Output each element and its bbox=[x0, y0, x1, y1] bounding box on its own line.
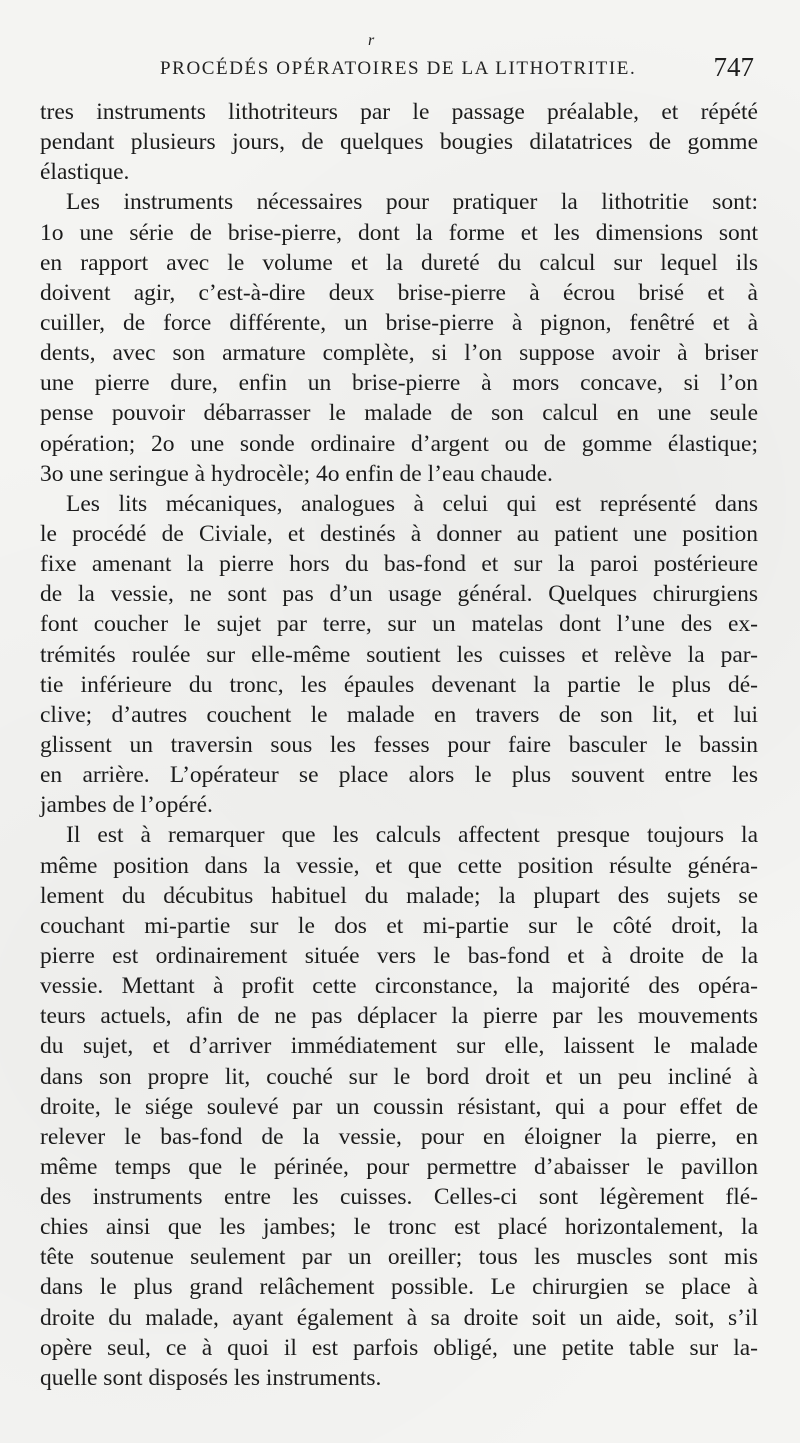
text-line: 3o une seringue à hydrocèle; 4o enfin de l’eau chaude. bbox=[40, 460, 553, 487]
page-header bbox=[0, 32, 800, 90]
text-line: doivent agir, c’est-à-dire deux brise-pierre à écrou brisé et à bbox=[40, 279, 758, 306]
text-line: dans son propre lit, couché sur le bord droit et un peu incliné à bbox=[40, 1063, 758, 1090]
text-line: couchant mi-partie sur le dos et mi-partie sur le côté droit, la bbox=[40, 912, 758, 939]
text-line: en rapport avec le volume et la dureté du calcul sur lequel ils bbox=[40, 249, 758, 276]
text-line: relever le bas-fond de la vessie, pour en éloigner la pierre, en bbox=[40, 1123, 758, 1150]
text-line: en arrière. L’opérateur se place alors le plus souvent entre les bbox=[40, 762, 758, 789]
text-line: glissent un traversin sous les fesses pour faire basculer le bassin bbox=[40, 731, 758, 758]
text-line: tête soutenue seulement par un oreiller; tous les muscles sont mis bbox=[40, 1244, 758, 1271]
text-line: cuiller, de force différente, un brise-pierre à pignon, fenêtré et à bbox=[40, 309, 758, 336]
text-line: vessie. Mettant à profit cette circonstance, la majorité des opéra- bbox=[40, 973, 758, 1000]
body-text bbox=[40, 97, 758, 1393]
text-line: tres instruments lithotriteurs par le passage préalable, et répété bbox=[40, 99, 758, 125]
text-line: même position dans la vessie, et que cette position résulte généra- bbox=[40, 852, 758, 879]
text-line: Les instruments nécessaires pour pratiquer la lithotritie sont: bbox=[66, 189, 758, 216]
text-line: chies ainsi que les jambes; le tronc est placé horizontalement, la bbox=[40, 1214, 758, 1241]
page-number: 747 bbox=[713, 52, 754, 82]
text-line: le procédé de Civiale, et destinés à donner au patient une position bbox=[40, 520, 758, 547]
text-line: droite, le siége soulevé par un coussin résistant, qui a pour effet de bbox=[40, 1093, 758, 1120]
text-line: opération; 2o une sonde ordinaire d’argent ou de gomme élastique; bbox=[40, 430, 758, 457]
text-line: élastique. bbox=[40, 159, 130, 186]
text-line: clive; d’autres couchent le malade en travers de son lit, et lui bbox=[40, 701, 758, 728]
text-line: dans le plus grand relâchement possible. Le chirurgien se place à bbox=[40, 1274, 758, 1301]
text-line: Il est à remarquer que les calculs affectent presque toujours la bbox=[66, 822, 758, 849]
text-line: Les lits mécaniques, analogues à celui qui est représenté dans bbox=[66, 490, 758, 517]
text-line: droite du malade, ayant également à sa droite soit un aide, soit, s’il bbox=[40, 1304, 758, 1331]
text-line: dents, avec son armature complète, si l’on suppose avoir à briser bbox=[40, 340, 758, 367]
text-line: teurs actuels, afin de ne pas déplacer la pierre par les mouvements bbox=[40, 1003, 758, 1030]
text-line: 1o une série de brise-pierre, dont la forme et les dimensions sont bbox=[40, 219, 758, 246]
text-line: jambes de l’opéré. bbox=[40, 792, 213, 819]
text-line: font coucher le sujet par terre, sur un matelas dont l’une des ex- bbox=[40, 611, 758, 638]
text-line: fixe amenant la pierre hors du bas-fond et sur la paroi postérieure bbox=[40, 551, 758, 578]
text-line: pierre est ordinairement située vers le bas-fond et à droite de la bbox=[40, 942, 758, 969]
running-title: PROCÉDÉS OPÉRATOIRES DE LA LITHOTRITIE. bbox=[160, 58, 637, 79]
text-line: quelle sont disposés les instruments. bbox=[40, 1364, 382, 1391]
text-line: lement du décubitus habituel du malade; la plupart des sujets se bbox=[40, 882, 758, 909]
text-line: du sujet, et d’arriver immédiatement sur elle, laissent le malade bbox=[40, 1033, 758, 1060]
text-line: pense pouvoir débarrasser le malade de son calcul en une seule bbox=[40, 400, 758, 427]
text-line: une pierre dure, enfin un brise-pierre à mors concave, si l’on bbox=[40, 370, 758, 397]
text-line: opère seul, ce à quoi il est parfois obligé, une petite table sur la- bbox=[40, 1334, 758, 1361]
text-line: trémités roulée sur elle-même soutient les cuisses et relève la par- bbox=[40, 641, 758, 668]
text-line: des instruments entre les cuisses. Celles-ci sont légèrement flé- bbox=[40, 1184, 758, 1211]
text-line: même temps que le périnée, pour permettre d’abaisser le pavillon bbox=[40, 1153, 758, 1180]
text-line: pendant plusieurs jours, de quelques bougies dilatatrices de gomme bbox=[40, 129, 758, 156]
text-line: de la vessie, ne sont pas d’un usage général. Quelques chirurgiens bbox=[40, 581, 758, 608]
header-mark: r bbox=[368, 32, 375, 49]
text-line: tie inférieure du tronc, les épaules devenant la partie le plus dé- bbox=[40, 671, 758, 698]
